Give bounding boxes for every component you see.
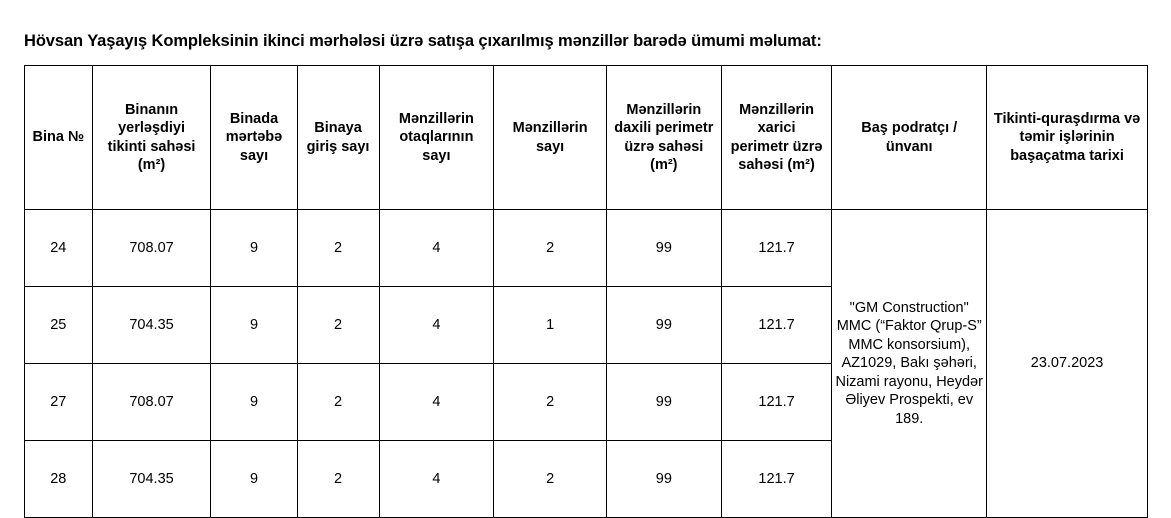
cell-menzil-sayi: 2	[494, 441, 607, 518]
cell-tikinti-sahesi: 708.07	[92, 210, 211, 287]
table-header-row	[25, 66, 1148, 210]
table-row	[25, 210, 1148, 287]
column-header-daxili-perimetr: Mənzillərin daxili perimetr üzrə sahəsi (m²)	[606, 66, 721, 210]
cell-bina-no: 27	[25, 364, 93, 441]
cell-daxili-perimetr: 99	[606, 287, 721, 364]
cell-bina-no: 28	[25, 441, 93, 518]
column-header-bina-no: Bina №	[25, 66, 93, 210]
page-title: Hövsan Yaşayış Kompleksinin ikinci mərhələsi üzrə satışa çıxarılmış mənzillər barədə ümumi məlumat:	[24, 32, 822, 50]
cell-giris-sayi: 2	[297, 364, 379, 441]
cell-xarici-perimetr: 121.7	[721, 441, 832, 518]
cell-xarici-perimetr: 121.7	[721, 364, 832, 441]
cell-xarici-perimetr: 121.7	[721, 210, 832, 287]
column-header-menzil-sayi: Mənzillərin sayı	[494, 66, 607, 210]
cell-completion-date: 23.07.2023	[987, 210, 1148, 518]
cell-mertebe-sayi: 9	[211, 364, 297, 441]
cell-mertebe-sayi: 9	[211, 287, 297, 364]
cell-giris-sayi: 2	[297, 441, 379, 518]
cell-tikinti-sahesi: 704.35	[92, 441, 211, 518]
cell-xarici-perimetr: 121.7	[721, 287, 832, 364]
cell-daxili-perimetr: 99	[606, 210, 721, 287]
column-header-otaq-sayi: Mənzillərin otaqlarının sayı	[379, 66, 494, 210]
cell-mertebe-sayi: 9	[211, 210, 297, 287]
cell-otaq-sayi: 4	[379, 210, 494, 287]
cell-menzil-sayi: 1	[494, 287, 607, 364]
apartments-table	[24, 65, 1148, 518]
cell-otaq-sayi: 4	[379, 364, 494, 441]
cell-menzil-sayi: 2	[494, 364, 607, 441]
cell-bina-no: 25	[25, 287, 93, 364]
cell-bina-no: 24	[25, 210, 93, 287]
table-header	[25, 66, 1148, 210]
cell-daxili-perimetr: 99	[606, 441, 721, 518]
cell-tikinti-sahesi: 704.35	[92, 287, 211, 364]
cell-mertebe-sayi: 9	[211, 441, 297, 518]
cell-giris-sayi: 2	[297, 287, 379, 364]
cell-daxili-perimetr: 99	[606, 364, 721, 441]
cell-tikinti-sahesi: 708.07	[92, 364, 211, 441]
column-header-giris-sayi: Binaya giriş sayı	[297, 66, 379, 210]
cell-otaq-sayi: 4	[379, 287, 494, 364]
column-header-xarici-perimetr: Mənzillərin xarici perimetr üzrə sahəsi (m²)	[721, 66, 832, 210]
cell-menzil-sayi: 2	[494, 210, 607, 287]
column-header-completion-date: Tikinti-quraşdırma və təmir işlərinin başaçatma tarixi	[987, 66, 1148, 210]
column-header-mertebe-sayi: Binada mərtəbə sayı	[211, 66, 297, 210]
column-header-contractor: Baş podratçı / ünvanı	[832, 66, 987, 210]
cell-giris-sayi: 2	[297, 210, 379, 287]
table-body	[25, 210, 1148, 518]
column-header-tikinti-sahesi: Binanın yerləşdiyi tikinti sahəsi (m²)	[92, 66, 211, 210]
cell-otaq-sayi: 4	[379, 441, 494, 518]
cell-contractor: "GM Construction" MMC (“Faktor Qrup-S” MMC konsorsium), AZ1029, Bakı şəhəri, Nizami rayonu, Heydər Əliyev Prospekti, ev 189.	[832, 210, 987, 518]
